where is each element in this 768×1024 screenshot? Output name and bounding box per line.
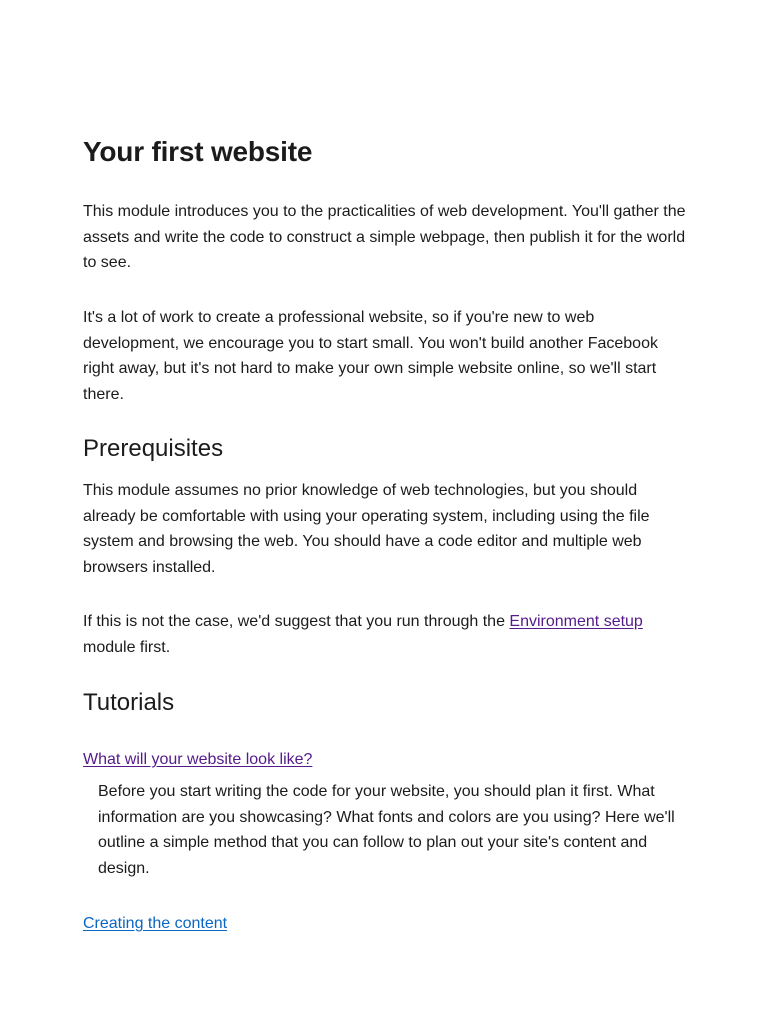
tutorial-description-website-look: Before you start writing the code for your website, you should plan it first. What information are you showcasing? What fonts and colors are you using? Here we'll outline a simple method that you can follow to plan out your site's content and design. — [98, 783, 675, 877]
intro-paragraph-1: This module introduces you to the practicalities of web development. You'll gather the assets and write the code to construct a simple webpage, then publish it for the world to see. — [83, 203, 686, 271]
tutorial-link-website-look[interactable]: What will your website look like? — [83, 751, 313, 768]
suggestion-text-after: module first. — [83, 638, 171, 656]
environment-setup-link[interactable]: Environment setup — [509, 613, 643, 630]
prerequisites-suggestion — [83, 609, 688, 660]
suggestion-text-before: If this is not the case, we'd suggest that you run through the — [83, 613, 510, 630]
page-title: Your first website — [83, 136, 313, 167]
tutorial-link-creating-content[interactable]: Creating the content — [83, 915, 228, 932]
prerequisites-paragraph: This module assumes no prior knowledge of web technologies, but you should already be comfortable with using your operating system, including using the file system and browsing the web. You should have a code editor and multiple web browsers installed. — [83, 482, 650, 576]
intro-paragraph-2: It's a lot of work to create a professional website, so if you're new to web development, we encourage you to start small. You won't build another Facebook right away, but it's not hard to make your own simple website online, so we'll start there. — [83, 309, 658, 403]
prerequisites-heading: Prerequisites — [83, 435, 224, 462]
tutorials-heading: Tutorials — [83, 689, 175, 716]
